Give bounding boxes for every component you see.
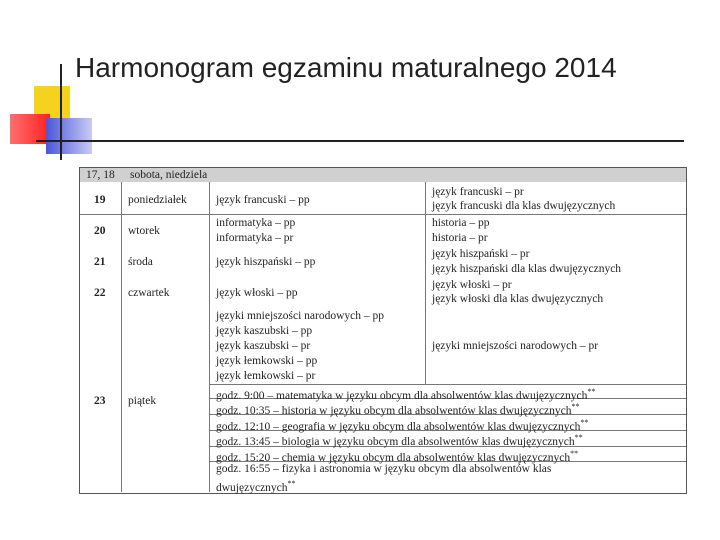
exam-morning: język łemkowski – pp bbox=[216, 355, 318, 367]
row-date: 22 bbox=[94, 287, 106, 299]
row-day: czwartek bbox=[128, 287, 170, 299]
slide-title: Harmonogram egzaminu maturalnego 2014 bbox=[75, 52, 617, 83]
row-day: piątek bbox=[128, 395, 157, 407]
row-date: 23 bbox=[94, 395, 106, 407]
bilingual-exam-continued: dwujęzycznych** bbox=[216, 479, 296, 494]
exam-afternoon: język francuski – pr bbox=[432, 186, 524, 198]
exam-afternoon: język hiszpański – pr bbox=[432, 248, 530, 260]
decor-horizontal-line bbox=[36, 140, 684, 142]
exam-afternoon: języki mniejszości narodowych – pr bbox=[432, 340, 599, 352]
exam-morning: język włoski – pp bbox=[216, 287, 298, 299]
bilingual-exam: godz. 9:00 – matematyka w języku obcym dla absolwentów klas dwujęzycznych** bbox=[216, 387, 596, 402]
grid-line bbox=[80, 214, 686, 215]
decor-blue-square bbox=[46, 118, 92, 154]
exam-morning: informatyka – pr bbox=[216, 232, 294, 244]
row-day: poniedziałek bbox=[128, 194, 187, 206]
row-date: 20 bbox=[94, 225, 106, 237]
exam-afternoon: historia – pr bbox=[432, 232, 488, 244]
exam-morning: język kaszubski – pr bbox=[216, 340, 311, 352]
bilingual-exam: godz. 15:20 – chemia w języku obcym dla absolwentów klas dwujęzycznych** bbox=[216, 449, 579, 464]
exam-afternoon: język włoski dla klas dwujęzycznych bbox=[432, 293, 604, 305]
header-row bbox=[80, 168, 686, 182]
exam-afternoon: historia – pp bbox=[432, 217, 490, 229]
bilingual-exam: godz. 10:35 – historia w języku obcym dla absolwentów klas dwujęzycznych** bbox=[216, 402, 580, 417]
bilingual-exam: godz. 16:55 – fizyka i astronomia w języku obcym dla absolwentów klas bbox=[216, 463, 552, 475]
exam-afternoon: język hiszpański dla klas dwujęzycznych bbox=[432, 263, 622, 275]
exam-morning: język kaszubski – pp bbox=[216, 325, 313, 337]
exam-morning: język łemkowski – pr bbox=[216, 370, 316, 382]
exam-morning: język francuski – pp bbox=[216, 194, 310, 206]
row-day: wtorek bbox=[128, 225, 160, 237]
grid-line bbox=[425, 182, 426, 384]
exam-morning: język hiszpański – pp bbox=[216, 256, 316, 268]
decor-vertical-line bbox=[60, 64, 62, 160]
bilingual-exam: godz. 13:45 – biologia w języku obcym dla absolwentów klas dwujęzycznych** bbox=[216, 433, 583, 448]
header-day: sobota, niedziela bbox=[130, 169, 208, 181]
schedule-table bbox=[79, 167, 687, 494]
exam-afternoon: język włoski – pr bbox=[432, 279, 512, 291]
exam-afternoon: język francuski dla klas dwujęzycznych bbox=[432, 200, 616, 212]
bilingual-exam: godz. 12:10 – geografia w języku obcym dla absolwentów klas dwujęzycznych** bbox=[216, 418, 589, 433]
row-date: 21 bbox=[94, 256, 106, 268]
header-date: 17, 18 bbox=[86, 169, 115, 181]
exam-morning: informatyka – pp bbox=[216, 217, 296, 229]
exam-morning: języki mniejszości narodowych – pp bbox=[216, 310, 384, 322]
row-date: 19 bbox=[94, 194, 106, 206]
row-day: środa bbox=[128, 256, 153, 268]
grid-line bbox=[121, 182, 122, 492]
